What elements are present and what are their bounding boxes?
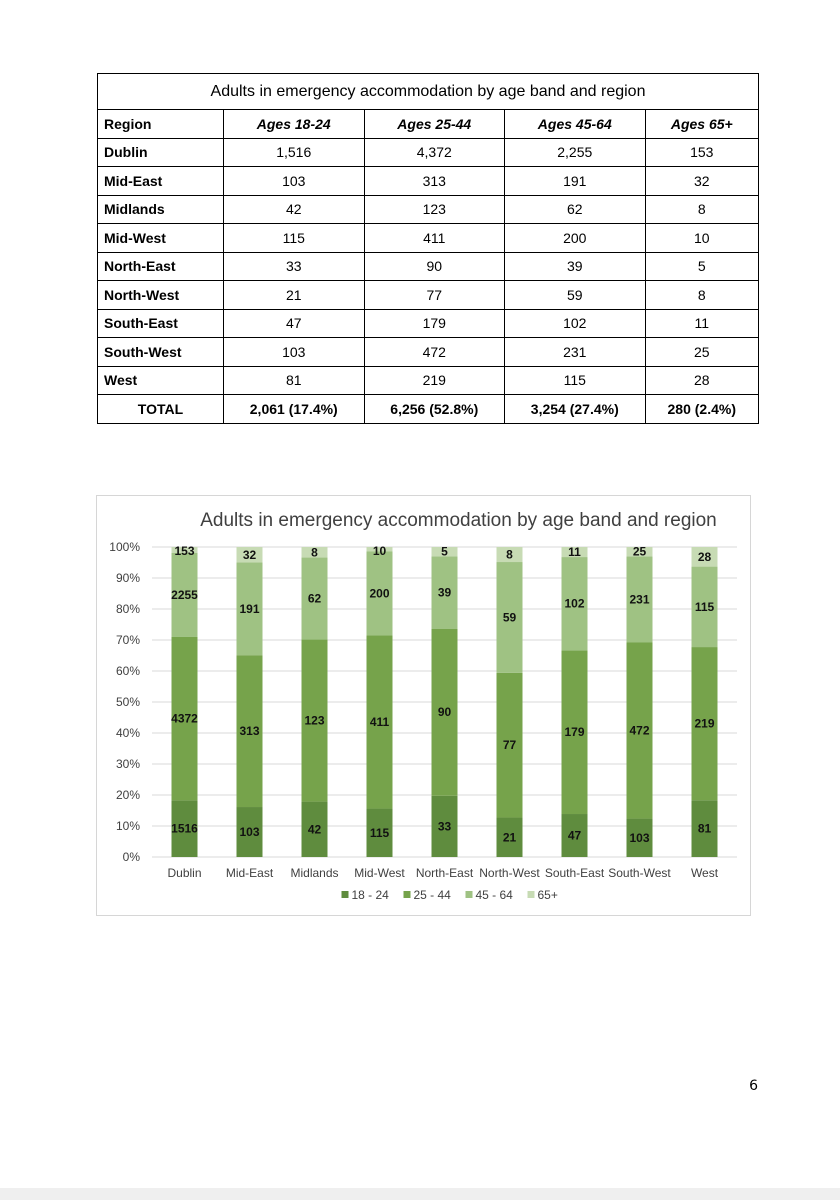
total-value-cell: 2,061 (17.4%) — [223, 395, 364, 424]
value-cell: 2,255 — [505, 138, 646, 167]
value-cell: 25 — [645, 338, 758, 367]
y-tick-label: 80% — [115, 602, 140, 616]
x-category-label: Mid-West — [354, 866, 405, 880]
region-cell: West — [98, 366, 224, 395]
data-label: 11 — [568, 545, 581, 560]
table-row — [98, 309, 759, 338]
y-tick-label: 50% — [115, 695, 140, 709]
value-cell: 200 — [505, 224, 646, 253]
value-cell: 21 — [223, 281, 364, 310]
data-label: 32 — [242, 547, 257, 562]
region-cell: Midlands — [98, 195, 224, 224]
table-row — [98, 252, 759, 281]
value-cell: 4,372 — [364, 138, 505, 167]
value-cell: 313 — [364, 167, 505, 196]
value-cell: 472 — [364, 338, 505, 367]
data-label: 39 — [437, 585, 452, 600]
data-label: 179 — [564, 725, 585, 740]
value-cell: 5 — [645, 252, 758, 281]
data-label: 62 — [307, 591, 322, 606]
value-cell: 11 — [645, 309, 758, 338]
x-category-label: North-West — [479, 866, 540, 880]
value-cell: 10 — [645, 224, 758, 253]
data-label: 191 — [239, 601, 260, 616]
data-label: 90 — [437, 705, 452, 720]
total-value-cell: 3,254 (27.4%) — [505, 395, 646, 424]
value-cell: 8 — [645, 281, 758, 310]
data-label: 21 — [502, 830, 517, 845]
value-cell: 90 — [364, 252, 505, 281]
total-value-cell: 6,256 (52.8%) — [364, 395, 505, 424]
data-label: 200 — [369, 586, 390, 601]
table-caption-row — [98, 74, 759, 110]
value-cell: 39 — [505, 252, 646, 281]
total-label: TOTAL — [98, 395, 224, 424]
legend-label: 65+ — [537, 888, 558, 902]
region-cell: South-West — [98, 338, 224, 367]
y-tick-label: 0% — [122, 850, 140, 864]
table-row — [98, 195, 759, 224]
y-tick-label: 10% — [115, 819, 140, 833]
x-category-label: West — [690, 866, 719, 880]
table-caption: Adults in emergency accommodation by age band and region — [98, 74, 759, 110]
value-cell: 28 — [645, 366, 758, 395]
value-cell: 1,516 — [223, 138, 364, 167]
value-cell: 77 — [364, 281, 505, 310]
legend-label: 25 - 44 — [413, 888, 451, 902]
y-tick-label: 30% — [115, 757, 140, 771]
table-total-row — [98, 395, 759, 424]
value-cell: 59 — [505, 281, 646, 310]
x-category-label: North-East — [415, 866, 474, 880]
chart-title: Adults in emergency accommodation by age band and region — [200, 510, 717, 531]
value-cell: 123 — [364, 195, 505, 224]
table-row — [98, 366, 759, 395]
value-cell: 42 — [223, 195, 364, 224]
data-label: 411 — [369, 715, 390, 730]
data-label: 2255 — [171, 587, 198, 602]
region-cell: North-East — [98, 252, 224, 281]
y-tick-label: 20% — [115, 788, 140, 802]
data-label: 102 — [564, 596, 585, 611]
data-label: 81 — [697, 821, 712, 836]
column-header-ages-65-plus: Ages 65+ — [645, 110, 758, 139]
region-cell: Dublin — [98, 138, 224, 167]
table-row — [98, 224, 759, 253]
data-label: 47 — [567, 828, 582, 843]
value-cell: 62 — [505, 195, 646, 224]
y-tick-label: 40% — [115, 726, 140, 740]
data-label: 103 — [629, 830, 650, 845]
legend-swatch — [528, 891, 535, 898]
column-header-ages-45-64: Ages 45-64 — [505, 110, 646, 139]
data-label: 4372 — [171, 711, 198, 726]
data-label: 10 — [372, 544, 387, 558]
value-cell: 219 — [364, 366, 505, 395]
x-category-label: Midlands — [290, 866, 339, 880]
x-category-label: South-West — [608, 866, 671, 880]
value-cell: 231 — [505, 338, 646, 367]
value-cell: 103 — [223, 167, 364, 196]
column-header-ages-18-24: Ages 18-24 — [223, 110, 364, 139]
data-label: 59 — [502, 610, 517, 625]
x-category-label: South-East — [544, 866, 605, 880]
data-label: 219 — [694, 716, 715, 731]
value-cell: 153 — [645, 138, 758, 167]
value-cell: 411 — [364, 224, 505, 253]
y-tick-label: 60% — [115, 664, 140, 678]
stacked-bar-chart — [97, 496, 750, 915]
total-value-cell: 280 (2.4%) — [645, 395, 758, 424]
data-label: 123 — [304, 713, 325, 728]
data-label: 103 — [239, 825, 260, 840]
legend-swatch — [342, 891, 349, 898]
value-cell: 115 — [505, 366, 646, 395]
table-row — [98, 167, 759, 196]
data-label: 115 — [694, 599, 715, 614]
data-label: 28 — [697, 549, 712, 564]
data-label: 33 — [437, 819, 452, 834]
data-label: 8 — [506, 547, 513, 562]
page-number: 6 — [749, 1078, 758, 1094]
table-row — [98, 138, 759, 167]
value-cell: 115 — [223, 224, 364, 253]
value-cell: 179 — [364, 309, 505, 338]
y-tick-label: 90% — [115, 571, 140, 585]
data-label: 5 — [441, 544, 448, 559]
data-label: 25 — [632, 544, 647, 559]
data-label: 313 — [239, 724, 260, 739]
y-tick-label: 70% — [115, 633, 140, 647]
value-cell: 191 — [505, 167, 646, 196]
value-cell: 102 — [505, 309, 646, 338]
value-cell: 8 — [645, 195, 758, 224]
value-cell: 47 — [223, 309, 364, 338]
region-cell: South-East — [98, 309, 224, 338]
table-row — [98, 281, 759, 310]
data-label: 231 — [629, 592, 650, 607]
data-label: 8 — [311, 545, 318, 560]
data-label: 77 — [502, 738, 517, 753]
legend-label: 45 - 64 — [475, 888, 513, 902]
data-label: 42 — [307, 822, 322, 837]
value-cell: 103 — [223, 338, 364, 367]
legend-label: 18 - 24 — [351, 888, 389, 902]
data-label: 1516 — [171, 821, 198, 836]
column-header-ages-25-44: Ages 25-44 — [364, 110, 505, 139]
value-cell: 33 — [223, 252, 364, 281]
data-label: 115 — [369, 825, 390, 840]
region-cell: Mid-East — [98, 167, 224, 196]
table-row — [98, 338, 759, 367]
data-label: 472 — [629, 723, 650, 738]
region-cell: North-West — [98, 281, 224, 310]
value-cell: 81 — [223, 366, 364, 395]
chart-container — [96, 495, 751, 916]
table-header-row — [98, 110, 759, 139]
page-bottom-edge — [0, 1188, 840, 1200]
region-cell: Mid-West — [98, 224, 224, 253]
x-category-label: Mid-East — [225, 866, 274, 880]
y-tick-label: 100% — [109, 540, 140, 554]
value-cell: 32 — [645, 167, 758, 196]
x-category-label: Dublin — [167, 866, 202, 880]
legend-swatch — [466, 891, 473, 898]
age-band-table — [97, 73, 759, 424]
legend-swatch — [404, 891, 411, 898]
data-label: 153 — [174, 544, 195, 558]
column-header-region: Region — [98, 110, 224, 139]
